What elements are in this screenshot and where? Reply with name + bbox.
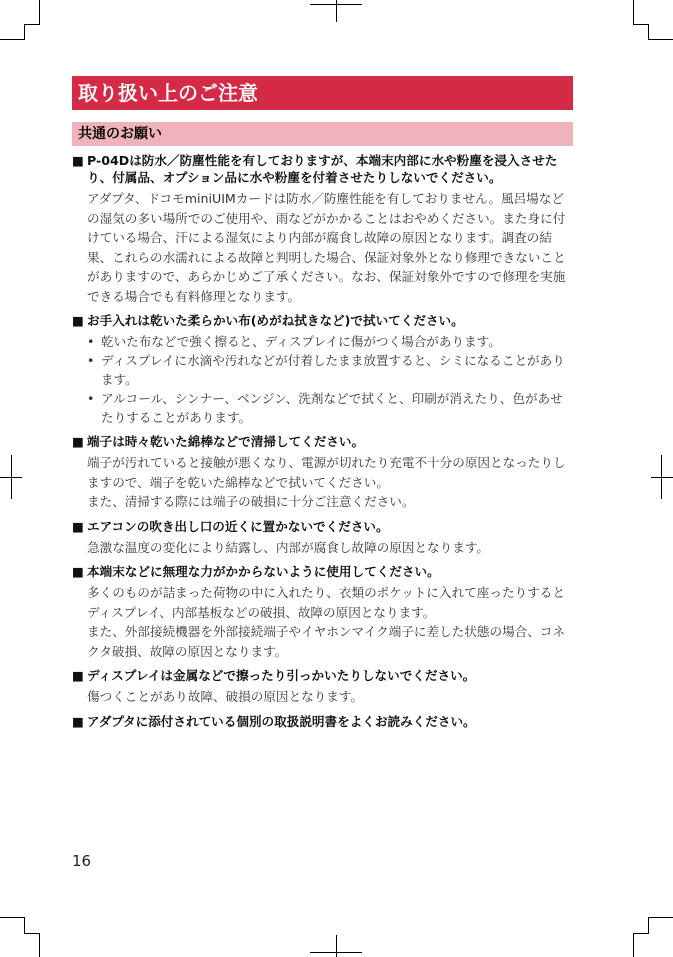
notice-heading: ■ 本端末などに無理な力がかからないように使用してください。 (72, 564, 440, 579)
notice-heading: ■ お手入れは乾いた柔らかい布(めがね拭きなど)で拭いてください。 (72, 313, 464, 328)
notice-paragraph: また、外部接続機器を外部接続端子やイヤホンマイク端子に差した状態の場合、コネクタ破損、故障の原因となります。 (87, 624, 566, 659)
page-number: 16 (72, 852, 92, 870)
list-item: • アルコール、シンナー、ベンジン、洗剤などで拭くと、印刷が消えたり、色があせたりすることがあります。 (87, 391, 563, 425)
notice-item (72, 563, 573, 661)
square-bullet-icon: ■ (72, 713, 84, 729)
notice-item (72, 667, 573, 707)
notice-body (72, 583, 573, 661)
notice-paragraph: また、清掃する際には端子の破損に十分ご注意ください。 (87, 494, 415, 509)
section-heading: 共通のお願い (72, 122, 573, 146)
notice-heading: ■ アダプタに添付されている個別の取扱説明書をよくお読みください。 (72, 713, 476, 729)
notice-paragraph: 端子が汚れていると接触が悪くなり、電源が切れたり充電不十分の原因となったりしますので、端子を乾いた綿棒などで拭いてください。 (87, 455, 566, 490)
page-title: 取り扱い上のご注意 (72, 76, 573, 110)
notice-body (72, 453, 573, 512)
dot-bullet-icon: • (87, 353, 95, 368)
square-bullet-icon: ■ (72, 153, 84, 168)
notice-body (72, 538, 573, 558)
notice-body (72, 189, 573, 306)
list-item: • ディスプレイに水滴や汚れなどが付着したまま放置すると、シミになることがあります。 (87, 353, 565, 387)
dot-bullet-icon: • (87, 334, 95, 349)
square-bullet-icon: ■ (72, 564, 84, 579)
notice-paragraph: 傷つくことがあり故障、破損の原因となります。 (87, 689, 364, 704)
square-bullet-icon: ■ (72, 313, 84, 328)
square-bullet-icon: ■ (72, 518, 84, 534)
list-item: • 乾いた布などで強く擦ると、ディスプレイに傷がつく場合があります。 (87, 334, 501, 349)
dot-bullet-icon: • (87, 391, 95, 406)
notice-paragraph: 多くのものが詰まった荷物の中に入れたり、衣類のポケットに入れて座ったりするとディスプレイ、内部基板などの破損、故障の原因となります。 (87, 585, 565, 620)
notice-body (72, 687, 573, 707)
page-content (72, 76, 573, 730)
notice-heading: ■ P-04Dは防水／防塵性能を有しておりますが、本端末内部に水や粉塵を浸入させたり、付属品、オプション品に水や粉塵を付着させたりしないでください。 (72, 153, 558, 185)
notice-paragraph: アダプタ、ドコモminiUIMカードは防水／防塵性能を有しておりません。風呂場などの湿気の多い場所でのご使用や、雨などがかかることはおやめください。また身に付けている場合、汗による湿気により内部が腐食し故障の原因となります。調査の結果、これらの水濡れによる故障と判明した場合、保証対象外となり修理できないことがありますので、あらかじめご了承ください。なお、保証対象外ですので修理を実施できる場合でも有料修理となります。 (87, 191, 566, 304)
notice-item (72, 152, 573, 306)
square-bullet-icon: ■ (72, 668, 84, 683)
notice-paragraph: 急激な温度の変化により結露し、内部が腐食し故障の原因となります。 (87, 539, 489, 555)
notice-item (72, 312, 573, 427)
notice-heading: ■ ディスプレイは金属などで擦ったり引っかいたりしないでください。 (72, 668, 476, 683)
notice-item (72, 518, 573, 558)
notice-item (72, 713, 573, 730)
square-bullet-icon: ■ (72, 434, 84, 449)
notice-heading: ■ エアコンの吹き出し口の近くに置かないでください。 (72, 518, 389, 534)
notice-bullet-list (72, 332, 573, 427)
notice-item (72, 433, 573, 512)
notice-heading: ■ 端子は時々乾いた綿棒などで清掃してください。 (72, 434, 365, 449)
